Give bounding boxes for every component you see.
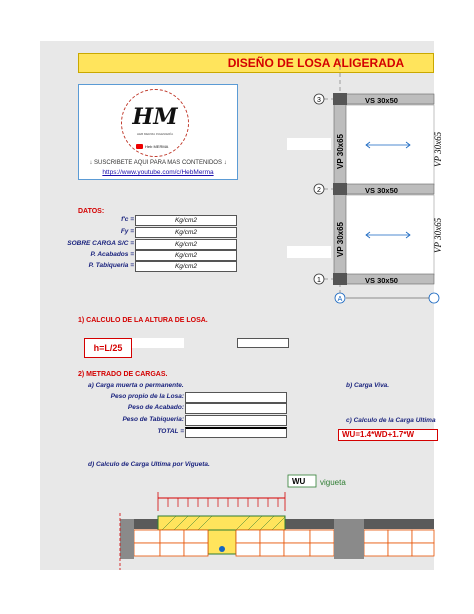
live-load-heading: b) Carga Viva. (346, 382, 390, 389)
beam-label: VS 30x50 (365, 96, 398, 105)
youtube-link[interactable]: https://www.youtube.com/c/HebMerma (102, 169, 214, 176)
svg-text:A: A (337, 296, 343, 303)
section1-heading: 1) CALCULO DE LA ALTURA DE LOSA. (78, 317, 208, 324)
datos-unit-cell[interactable]: Kg/cm2 (135, 215, 237, 226)
wu-tag: WU (292, 477, 306, 486)
section-d-heading: d) Calculo de Carga Ultima por Vigueta. (88, 461, 210, 468)
datos-unit-cell[interactable]: Kg/cm2 (135, 227, 237, 238)
spreadsheet-sheet (40, 41, 443, 570)
svg-text:1: 1 (317, 277, 321, 284)
beam-label: VP 30x65 (336, 134, 345, 169)
beam-label: VP 30x65 (336, 222, 345, 257)
support-beam (120, 519, 134, 559)
slab-section-drawing (40, 41, 434, 570)
dead-load-label: Peso propio de la Losa: (110, 393, 184, 400)
brick-row (134, 530, 434, 556)
beam-label: VS 30x50 (365, 186, 398, 195)
wu-formula: WU=1.4*WD+1.7*W (338, 429, 438, 441)
ultimate-load-heading: c) Calculo de la Carga Ultima (346, 417, 436, 424)
beam-label: VP 30x65 (433, 131, 443, 167)
dead-load-label: Peso de Acabado: (127, 404, 184, 411)
height-formula: h=L/25 (84, 338, 132, 358)
vigueta-flange (158, 516, 285, 530)
load-arrows (168, 498, 278, 507)
datos-unit-cell[interactable]: Kg/cm2 (135, 261, 237, 272)
logo-tagline: HEB MERMA INGENIERÍA (136, 132, 174, 136)
beam-label: VP 30x65 (433, 217, 443, 253)
datos-unit-cell[interactable]: Kg/cm2 (135, 250, 237, 261)
rebar (219, 546, 225, 552)
datos-label: f'c = (121, 216, 134, 223)
subscribe-text: ↓ SUSCRIBETE AQUI PARA MAS CONTENIDOS ↓ (89, 160, 227, 166)
svg-text:3: 3 (317, 97, 321, 104)
support-beam (334, 519, 364, 559)
logo-mark: HM (132, 104, 178, 130)
datos-heading: DATOS: (78, 208, 105, 215)
datos-unit-cell[interactable]: Kg/cm2 (135, 239, 237, 250)
youtube-label: Heb MERMA (145, 144, 169, 149)
datos-label: SOBRE CARGA S/C = (67, 240, 134, 247)
svg-text:2: 2 (317, 187, 321, 194)
dead-load-heading: a) Carga muerta o permanente. (88, 382, 184, 389)
dead-load-label: Peso de Tabiqueria: (122, 416, 184, 423)
vigueta-label: vigueta (320, 478, 346, 487)
datos-label: Fy = (120, 228, 134, 235)
page-title: DISEÑO DE LOSA ALIGERADA (227, 56, 405, 70)
beam-label: VS 30x50 (365, 276, 398, 285)
datos-label: P. Acabados = (90, 251, 134, 258)
total-label: TOTAL = (157, 428, 184, 435)
section2-heading: 2) METRADO DE CARGAS. (78, 371, 168, 378)
datos-label: P. Tabiqueria = (88, 262, 134, 269)
